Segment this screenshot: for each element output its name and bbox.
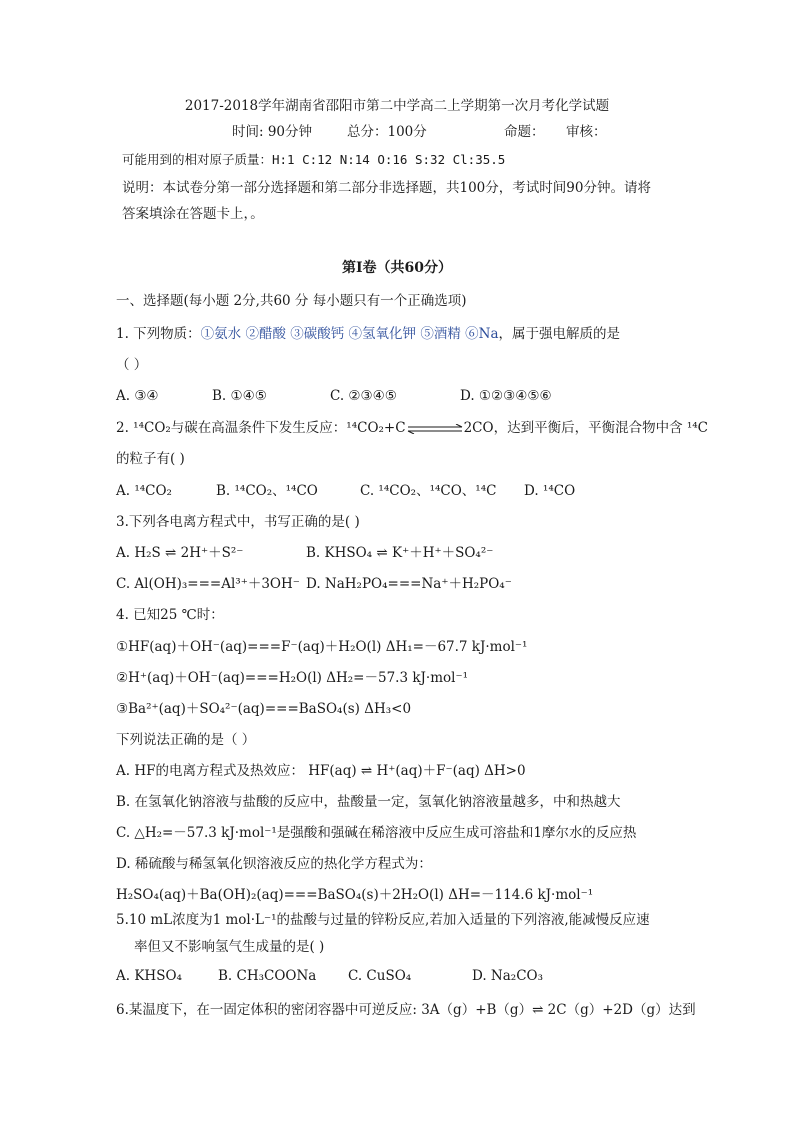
q4-option-d[interactable]: D. 稀硫酸与稀氢氧化钡溶液反应的热化学方程式为： — [116, 856, 432, 872]
exam-time: 时间: 90分钟 — [232, 124, 313, 140]
atomic-mass-line: 可能用到的相对原子质量：H:1 C:12 N:14 O:16 S:32 Cl:35.5 — [122, 152, 506, 167]
q2-option-d[interactable]: D. ¹⁴CO — [524, 483, 576, 499]
q1-stem-suffix: ，属于强电解质的是 — [498, 326, 620, 342]
q4-question: 下列说法正确的是（ ） — [116, 732, 256, 748]
q4-option-a[interactable]: A. HF的电离方程式及热效应： HF(aq) ⇌ H⁺(aq)＋F⁻(aq) ΔH>0 — [116, 763, 526, 779]
q5-option-c[interactable]: C. CuSO₄ — [348, 968, 412, 984]
q4-equation-1: ①HF(aq)＋OH⁻(aq)===F⁻(aq)＋H₂O(l) ΔH₁=－67.7 kJ·mol⁻¹ — [116, 639, 528, 655]
exam-title: 2017-2018学年湖南省邵阳市第二中学高二上学期第一次月考化学试题 — [184, 98, 610, 114]
exam-review: 审核： — [566, 124, 607, 140]
q5-option-d[interactable]: D. Na₂CO₃ — [472, 968, 544, 984]
q3-option-b[interactable]: B. KHSO₄ ⇌ K⁺＋H⁺＋SO₄²⁻ — [306, 545, 494, 561]
instructions-line-1: 说明：本试卷分第一部分选择题和第二部分非选择题，共100分，考试时间90分钟。请将 — [122, 180, 651, 196]
q2-option-a[interactable]: A. ¹⁴CO₂ — [116, 483, 172, 499]
q1-option-c[interactable]: C. ②③④⑤ — [330, 388, 397, 404]
question-2-stem-cont: 的粒子有( ) — [116, 451, 185, 467]
question-5-stem: 5.10 mL浓度为1 mol·L⁻¹的盐酸与过量的锌粉反应,若加入适量的下列溶液,能减慢反应速 — [116, 912, 650, 928]
q4-option-b[interactable]: B. 在氢氧化钠溶液与盐酸的反应中，盐酸量一定，氢氧化钠溶液量越多，中和热越大 — [116, 794, 621, 810]
section-title: 第Ⅰ卷（共60分） — [341, 260, 453, 276]
question-4-stem: 4. 已知25 ℃时： — [116, 607, 224, 623]
q4-equation-2: ②H⁺(aq)＋OH⁻(aq)===H₂O(l) ΔH₂=－57.3 kJ·mol⁻¹ — [116, 670, 469, 686]
question-3-stem: 3.下列各电离方程式中，书写正确的是( ) — [116, 514, 360, 530]
question-2-stem — [116, 418, 708, 438]
q3-option-c[interactable]: C. Al(OH)₃===Al³⁺＋3OH⁻ — [116, 576, 300, 592]
instructions-line-2: 答案填涂在答题卡上，。 — [122, 206, 264, 222]
q4-option-c[interactable]: C. △H₂=－57.3 kJ·mol⁻¹是强酸和强碱在稀溶液中反应生成可溶盐和1摩尔水的反应热 — [116, 825, 637, 841]
question-5-stem-cont: 率但又不影响氢气生成量的是( ) — [134, 939, 325, 955]
q3-option-a[interactable]: A. H₂S ⇌ 2H⁺＋S²⁻ — [116, 545, 244, 561]
q4-option-d-equation: H₂SO₄(aq)＋Ba(OH)₂(aq)===BaSO₄(s)＋2H₂O(l) ΔH=－114.6 kJ·mol⁻¹ — [116, 887, 594, 903]
part-one-heading: 一、选择题(每小题 2分,共60 分 每小题只有一个正确选项) — [116, 293, 467, 309]
q2-stem-part-a: 2. ¹⁴CO₂与碳在高温条件下发生反应：¹⁴CO₂+C — [116, 420, 406, 436]
q1-substance-list: ①氨水 ②醋酸 ③碳酸钙 ④氢氧化钾 ⑤酒精 ⑥Na — [200, 326, 499, 342]
q1-option-b[interactable]: B. ①④⑤ — [212, 388, 267, 404]
q1-option-a[interactable]: A. ③④ — [116, 388, 159, 404]
q1-stem-prefix: 1. 下列物质： — [116, 326, 201, 342]
q3-option-d[interactable]: D. NaH₂PO₄===Na⁺＋H₂PO₄⁻ — [306, 576, 512, 592]
exam-score: 总分：100分 — [347, 124, 427, 140]
equilibrium-arrow-icon — [406, 424, 464, 434]
question-1-paren: （ ） — [116, 357, 148, 373]
q4-equation-3: ③Ba²⁺(aq)＋SO₄²⁻(aq)===BaSO₄(s) ΔH₃<0 — [116, 701, 412, 717]
question-6-stem: 6.某温度下，在一固定体积的密闭容器中可逆反应: 3A（g）+B（g）⇌ 2C（g）+2D（g）达到 — [116, 1002, 696, 1018]
q1-option-d[interactable]: D. ①②③④⑤⑥ — [460, 388, 552, 404]
q2-option-c[interactable]: C. ¹⁴CO₂、¹⁴CO、¹⁴C — [360, 483, 497, 499]
q2-stem-part-b: 2CO，达到平衡后，平衡混合物中含 ¹⁴C — [463, 420, 709, 436]
q5-option-b[interactable]: B. CH₃COONa — [218, 968, 317, 984]
question-1-stem — [116, 324, 620, 344]
exam-author: 命题： — [504, 124, 545, 140]
q2-option-b[interactable]: B. ¹⁴CO₂、¹⁴CO — [216, 483, 318, 499]
q5-option-a[interactable]: A. KHSO₄ — [116, 968, 182, 984]
